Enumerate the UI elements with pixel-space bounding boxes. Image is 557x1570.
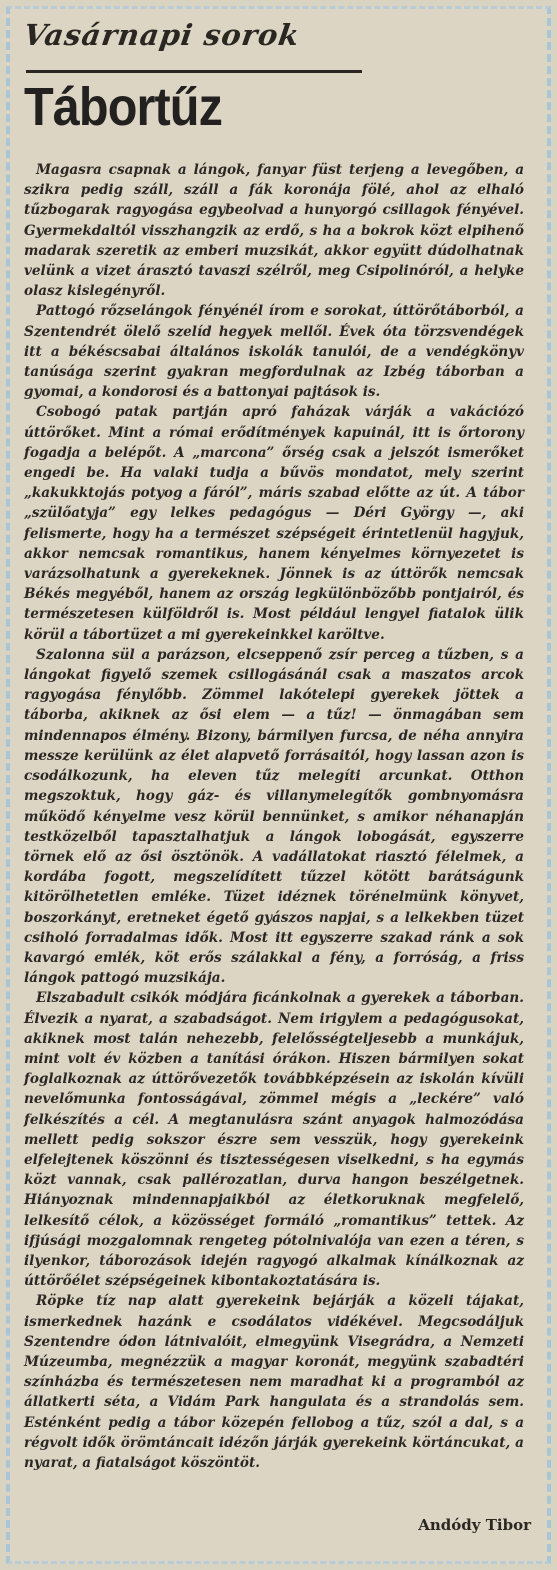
column-kicker: Vasárnapi sorok [21,18,303,52]
article-title: Tábortűz [24,77,222,137]
author-byline: Andódy Tibor [418,1516,531,1534]
paragraph: Pattogó rőzselángok fényénél írom e sorokat, úttörőtáborból, a Szentendrét ölelő szelíd hegyek mellől. Évek óta törzsvendégek itt a békéscsabai általános iskolák tanulói, de a vendégkönyv tanúsága szerint gyakran megfordulnak az Izbég táborban a gyomai, a kondorosi és a battonyai pajtások is. [24,303,524,401]
kicker-underline [26,70,362,73]
article-body [24,160,524,1473]
paragraph: Szalonna sül a parázson, elcseppenő zsír perceg a tűzben, s a lángokat figyelő szemek csillogásánál csak a maszatos arcok ragyogása fénylőbb. Zömmel lakótelepi gyerekek jöttek a táborba, akiknek az ősi elem — a tűz! — önmagában sem mindennapos élmény. Bizony, bármilyen furcsa, de néha annyira messze kerülünk az élet alapvető forrásaitól, hogy lassan azon is csodálkozunk, ha eleven tűz melegíti arcunkat. Otthon megszoktuk, hogy gáz- és villanymelegítők gombnyomásra működő kényelme vesz körül bennünket, s amikor néhanapján testközelből tapasztalhatjuk a lángok lobogását, egyszerre törnek elő az ősi ösztönök. A vadállatokat riasztó félelmek, a kordába fogott, megszelídített tűzzel kötött barátságunk kitörölhetetlen emléke. Tüzet idéznek törénelmünk könyvet, boszorkányt, eretneket égető gyászos napjai, s a lelkekben tüzet csiholó forradalmas idők. Most itt egyszerre szakad ránk a sok kavargó emlék, köt erős szálakkal a fény, a forróság, a friss lángok pattogó muzsikája. [24,646,524,987]
paragraph: Magasra csapnak a lángok, fanyar füst terjeng a levegőben, a szikra pedig száll, száll a fák koronája fölé, ahol az elhaló tűzbogarak ragyogása egybeolvad a hunyorgó csillagok fényével. Gyermekdaltól visszhangzik az erdő, s ha a bokrok közt elpihenő madarak szeretik az emberi muzsikát, akkor együtt dúdolhatnak velünk a vizet árasztó tavaszi szélről, meg Csipolinóról, a helyke olasz kislegényről. [24,162,524,300]
paragraph: Röpke tíz nap alatt gyerekeink bejárják a közeli tájakat, ismerkednek hazánk e csodálatos vidékével. Megcsodáljuk Szentendre ódon látnivalóit, elmegyünk Visegrádra, a Nemzeti Múzeumba, megnézzük a magyar koronát, megyünk szabadtéri színházba és természetesen nem maradhat ki a programból az állatkerti séta, a Vidám Park hangulata és a strandolás sem. Esténként pedig a tábor közepén fellobog a tűz, szól a dal, s a régvolt idők örömtáncait idézőn járják gyerekeink körtáncukat, a nyarat, a fiatalságot köszöntöt. [24,1293,524,1471]
paragraph: Csobogó patak partján apró faházak várják a vakációzó úttörőket. Mint a római erődítmények kapuinál, itt is őrtorony fogadja a belépőt. A „marcona” őrség csak a jelszót ismerőket engedi be. Ha valaki tudja a bűvös mondatot, mely szerint „kakukktojás potyog a fáról”, máris szabad előtte az út. A tábor „szülőatyja” egy lelkes pedagógus — Déri György —, aki felismerte, hogy ha a természet szépségeit érintetlenül hagyjuk, akkor nemcsak romantikus, hanem kényelmes környezetet is varázsolhatunk a gyerekeknek. Jönnek is az úttörők nemcsak Békés megyéből, hanem az ország legkülönbözőbb pontjairól, és természetesen külföldről is. Most például lengyel fiatalok ülik körül a tábortüzet a mi gyerekeinkkel karöltve. [24,404,524,643]
paragraph: Elszabadult csikók módjára ficánkolnak a gyerekek a táborban. Élvezik a nyarat, a szabadságot. Nem irigylem a pedagógusokat, akiknek most talán nehezebb, felelősségteljesebb a munkájuk, mint volt év közben a tanítási órákon. Hiszen bármilyen sokat foglalkoznak az úttörővezetők továbbképzésein az iskolán kívüli nevelőmunka fontosságával, zömmel mégis a „leckére” való felkészítés a cél. A megtanulásra szánt anyagok halmozódása mellett pedig sokszor észre sem vesszük, hogy gyerekeink elfelejtenek köszönni és tisztességesen viselkedni, s ha egymás közt vannak, csak pallérozatlan, durva hangon beszélgetnek. Hiányoznak mindennapjaikból az életkoruknak megfelelő, lelkesítő célok, a közösséget formáló „romantikus” tettek. Az ifjúsági mozgalomnak rengeteg pótolnivalója van ezen a téren, s ilyenkor, táborozások idején ragyogó alkalmak kínálkoznak az úttörőélet szépségeinek kibontakoztatására is. [24,990,524,1290]
